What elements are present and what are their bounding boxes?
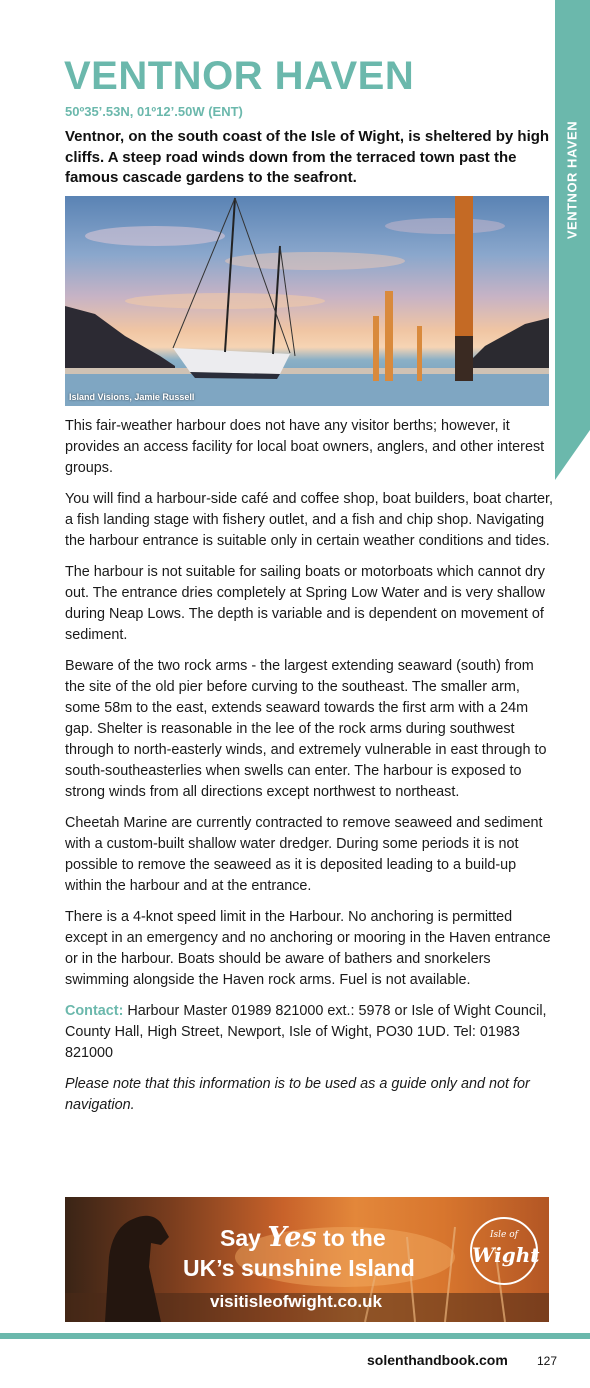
harbour-photo <box>65 196 549 406</box>
paragraph: You will find a harbour-side café and coffee shop, boat builders, boat charter, a fish landing stage with fishery outlet, and a fish and chip shop. Navigating the harbour entrance is suitable only in certain weather conditions and tides. <box>65 491 554 549</box>
navigation-note: Please note that this information is to be used as a guide only and not for navigation. <box>65 1076 530 1113</box>
footer-website[interactable]: solenthandbook.com <box>367 1352 508 1368</box>
tourism-banner-ad[interactable] <box>65 1197 549 1322</box>
paragraph: This fair-weather harbour does not have any visitor berths; however, it provides an access facility for local boat owners, anglers, and other interest groups. <box>65 418 545 476</box>
coordinates: 50º35’.53N, 01º12’.50W (ENT) <box>65 104 243 119</box>
intro-text: Ventnor, on the south coast of the Isle of Wight, is sheltered by high cliffs. A steep road winds down from the terraced town past the famous cascade gardens to the seafront. <box>65 128 550 186</box>
contact-paragraph <box>65 1001 555 1064</box>
isle-of-wight-logo <box>470 1217 538 1285</box>
logo-text-big: Wight <box>472 1243 540 1267</box>
photo-credit: Island Visions, Jamie Russell <box>69 392 195 402</box>
side-tab-point <box>555 430 590 480</box>
contact-text: Harbour Master 01989 821000 ext.: 5978 or Isle of Wight Council, County Hall, High Street, Newport, Isle of Wight, PO30 1UD. Tel: 01983 821000 <box>65 1003 547 1061</box>
banner-yes: Yes <box>267 1222 317 1253</box>
banner-subheadline: UK’s sunshine Island <box>183 1255 415 1281</box>
contact-label: Contact: <box>65 1003 124 1019</box>
footer-divider <box>0 1333 590 1339</box>
paragraph: Cheetah Marine are currently contracted to remove seaweed and sediment with a custom-built shallow water dredger. During some periods it is not possible to remove the seaweed as it is deposited leading to a build-up within the harbour and at the entrance. <box>65 815 543 894</box>
page-title: VENTNOR HAVEN <box>64 54 415 98</box>
side-tab-label: VENTNOR HAVEN <box>564 120 580 240</box>
banner-say: Say <box>220 1225 268 1251</box>
paragraph: The harbour is not suitable for sailing boats or motorboats which cannot dry out. The entrance dries completely at Spring Low Water and is very shallow during Neap Lows. The depth is variable and is dependent on movement of sediment. <box>65 564 545 643</box>
page-number: 127 <box>537 1354 558 1368</box>
harbour-photo-illustration <box>65 196 549 406</box>
article-body <box>65 416 555 1126</box>
logo-text-small: Isle of <box>490 1230 518 1240</box>
paragraph: Beware of the two rock arms - the largest extending seaward (south) from the site of the old pier before curving to the southeast. The smaller arm, some 58m to the east, extends seaward towards the first arm with a 24m gap. Shelter is reasonable in the lee of the rock arms during southwest through to north-easterly winds, and extremely vulnerable in east through to south-southeasterlies when swells can enter. The harbour is exposed to strong winds from all directions except northwest to northeast. <box>65 658 547 800</box>
banner-headline <box>220 1222 386 1253</box>
banner-to-the: to the <box>316 1225 386 1251</box>
banner-url-link[interactable]: visitisleofwight.co.uk <box>210 1292 382 1311</box>
paragraph: There is a 4-knot speed limit in the Harbour. No anchoring is permitted except in an emergency and no anchoring or mooring in the Haven entrance or in the harbour. Boats should be aware of bathers and snorkelers swimming alongside the Haven rock arms. Fuel is not available. <box>65 909 551 988</box>
